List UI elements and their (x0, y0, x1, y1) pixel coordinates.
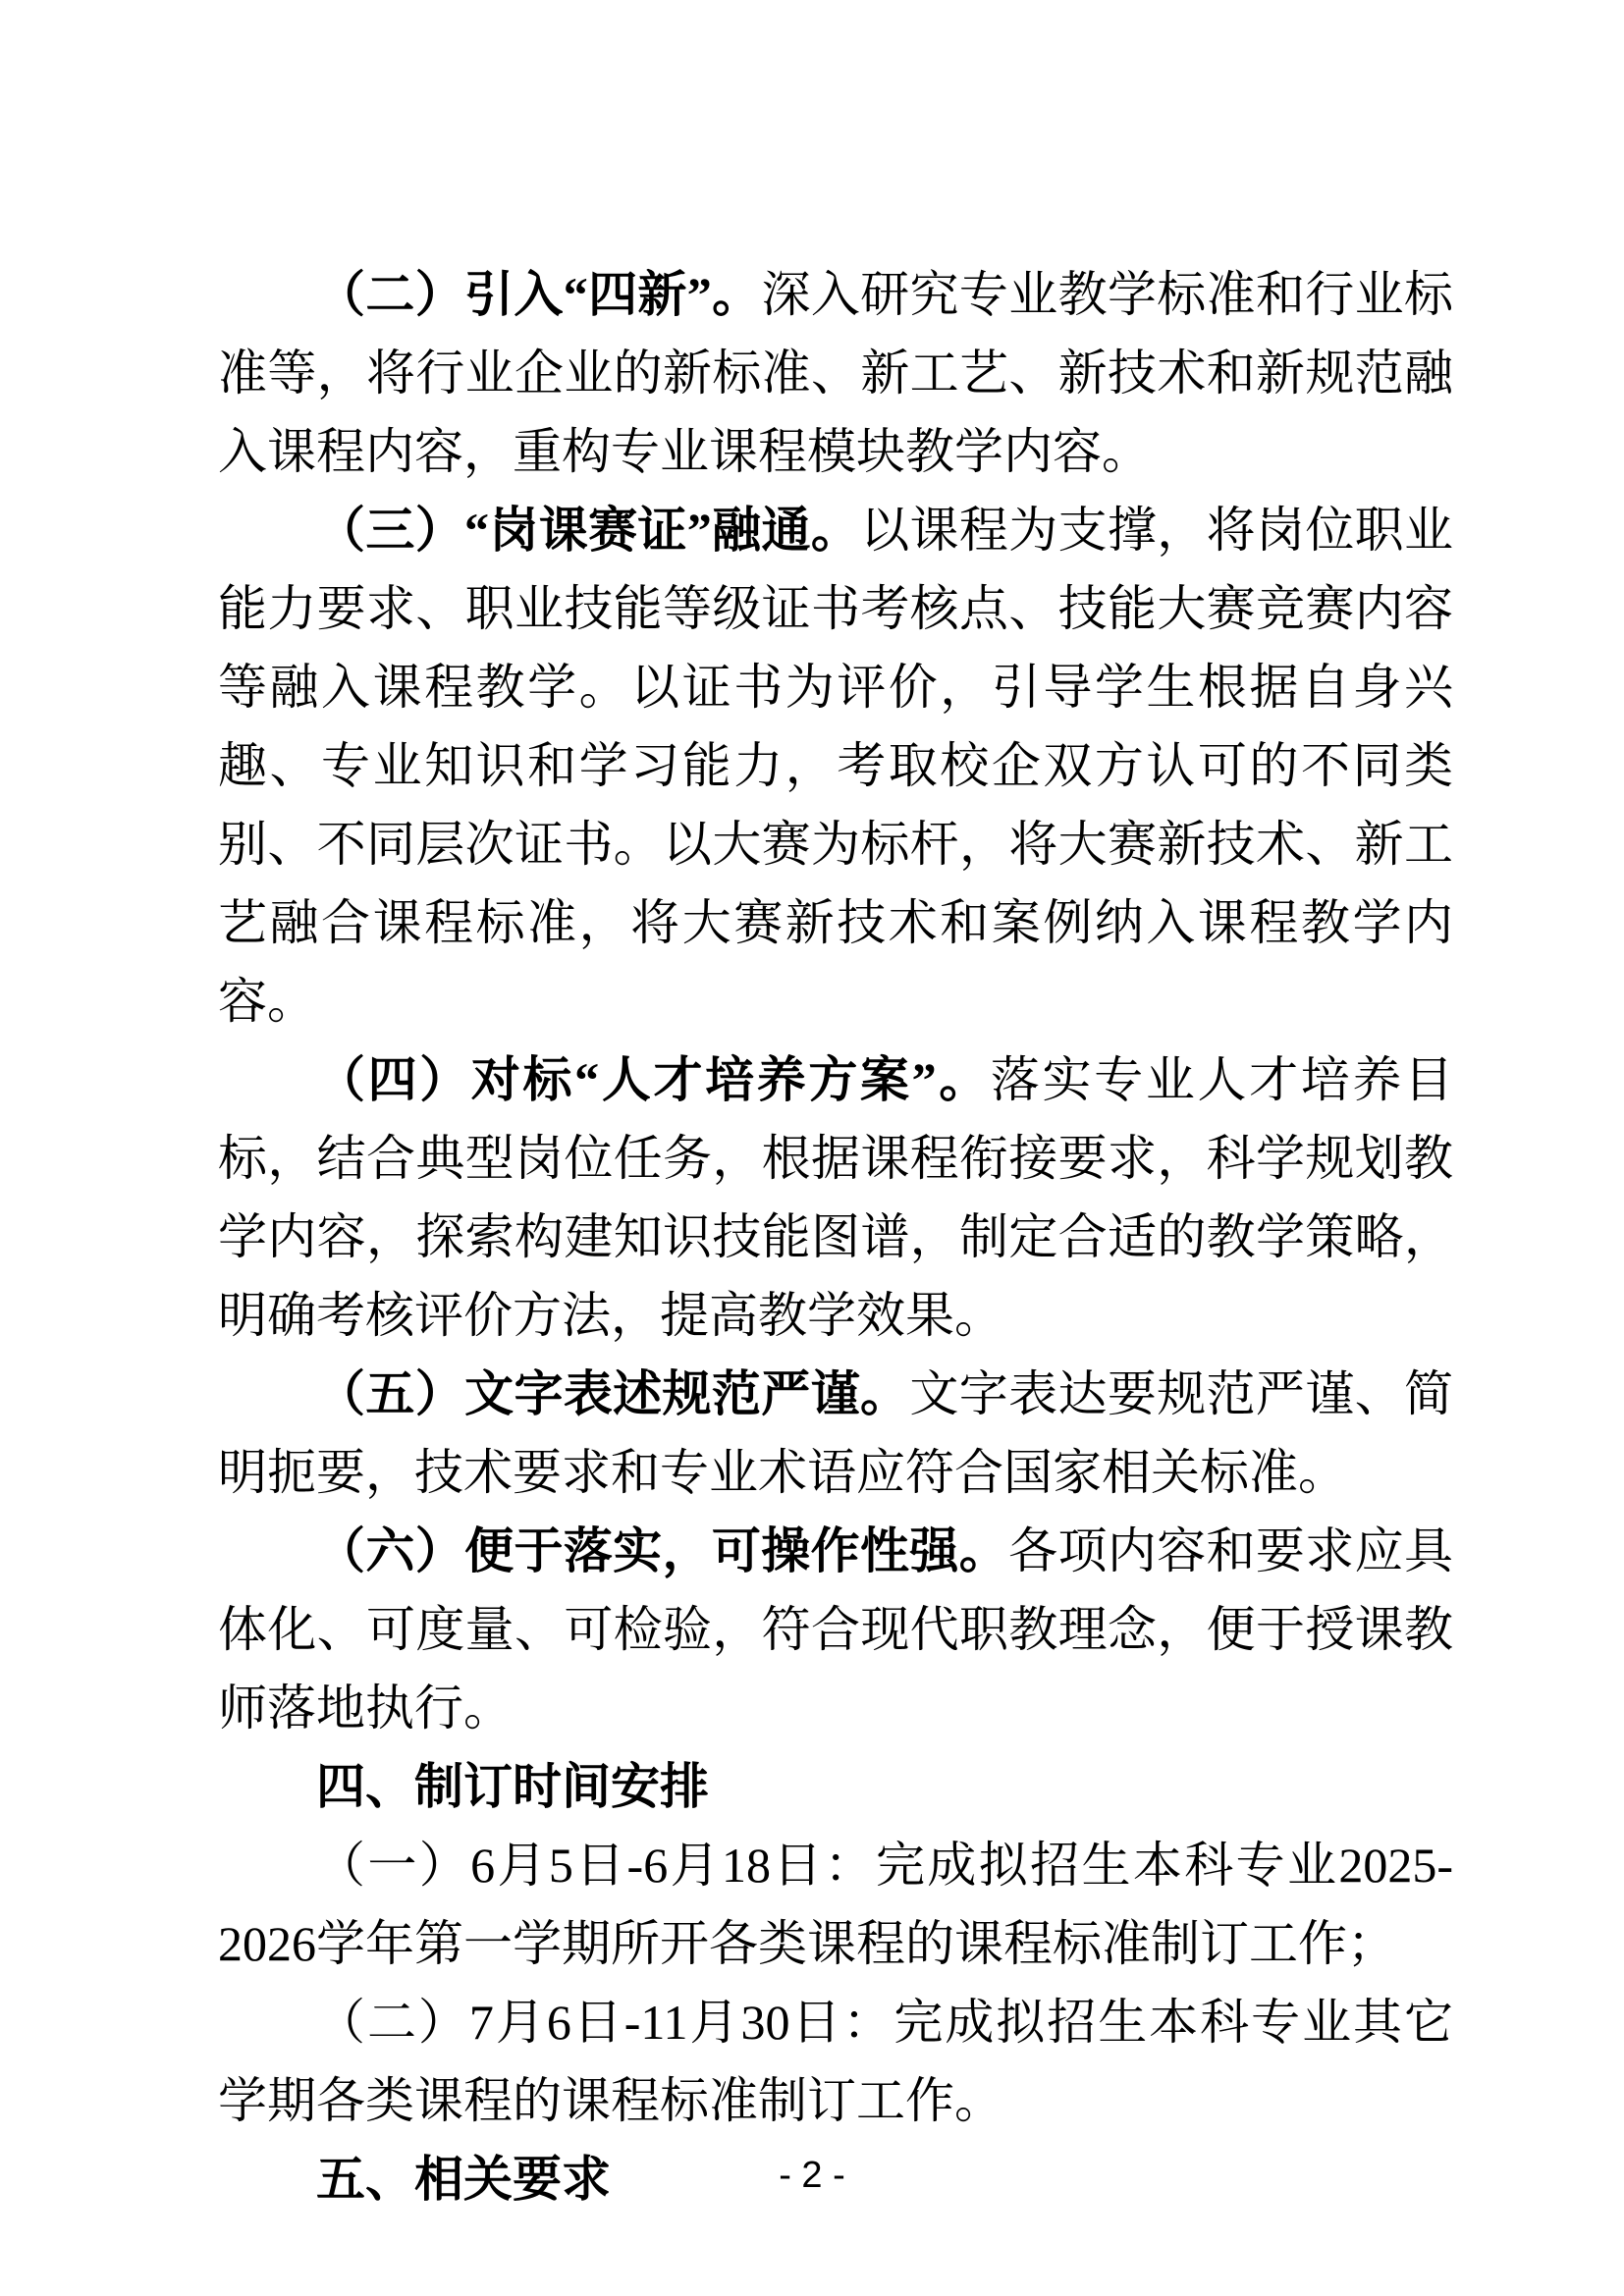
paragraph-item-3-bold-lead: （三）“岗课赛证”融通。 (316, 503, 861, 558)
paragraph-item-3 (218, 491, 1453, 1041)
paragraph-item-5-text: 文字表达要规范严谨、简明扼要，技术要求和专业术语应符合国家相关标准。 (218, 1366, 1454, 1500)
page-number: - 2 - (779, 2155, 845, 2196)
section-heading-4: 四、制订时间安排 (316, 1759, 709, 1814)
paragraph-item-4 (218, 1041, 1453, 1355)
paragraph-item-3-text: 以课程为支撑，将岗位职业能力要求、职业技能等级证书考核点、技能大赛竞赛内容等融入课程教学。以证书为评价，引导学生根据自身兴趣、专业知识和学习能力，考取校企双方认可的不同类别、不同层次证书。以大赛为标杆，将大赛新技术、新工艺融合课程标准，将大赛新技术和案例纳入课程教学内容。 (218, 503, 1454, 1029)
paragraph-item-2 (218, 255, 1453, 491)
paragraph-item-4-bold-lead: （四）对标“人才培养方案”。 (316, 1052, 991, 1107)
paragraph-item-2-bold-lead: （二）引入“四新”。 (316, 267, 762, 322)
schedule-paragraph-1: （一）6月5日-6月18日：完成拟招生本科专业2025-2026学年第一学期所开各类课程的课程标准制订工作； (218, 1838, 1453, 1971)
paragraph-item-5-bold-lead: （五）文字表述规范严谨。 (316, 1366, 910, 1421)
paragraph-item-6 (218, 1512, 1453, 1747)
paragraph-item-2-text: 深入研究专业教学标准和行业标准等，将行业企业的新标准、新工艺、新技术和新规范融入课程内容，重构专业课程模块教学内容。 (218, 267, 1454, 479)
paragraph-item-6-text: 各项内容和要求应具体化、可度量、可检验，符合现代职教理念，便于授课教师落地执行。 (218, 1523, 1454, 1735)
schedule-paragraph-2: （二）7月6日-11月30日：完成拟招生本科专业其它学期各类课程的课程标准制订工作。 (218, 1995, 1453, 2128)
section-heading-5: 五、相关要求 (316, 2152, 611, 2207)
paragraph-item-4-text: 落实专业人才培养目标，结合典型岗位任务，根据课程衔接要求，科学规划教学内容，探索构建知识技能图谱，制定合适的教学策略，明确考核评价方法，提高教学效果。 (218, 1052, 1454, 1343)
paragraph-item-6-bold-lead: （六）便于落实，可操作性强。 (316, 1523, 1009, 1578)
paragraph-item-5 (218, 1355, 1453, 1512)
